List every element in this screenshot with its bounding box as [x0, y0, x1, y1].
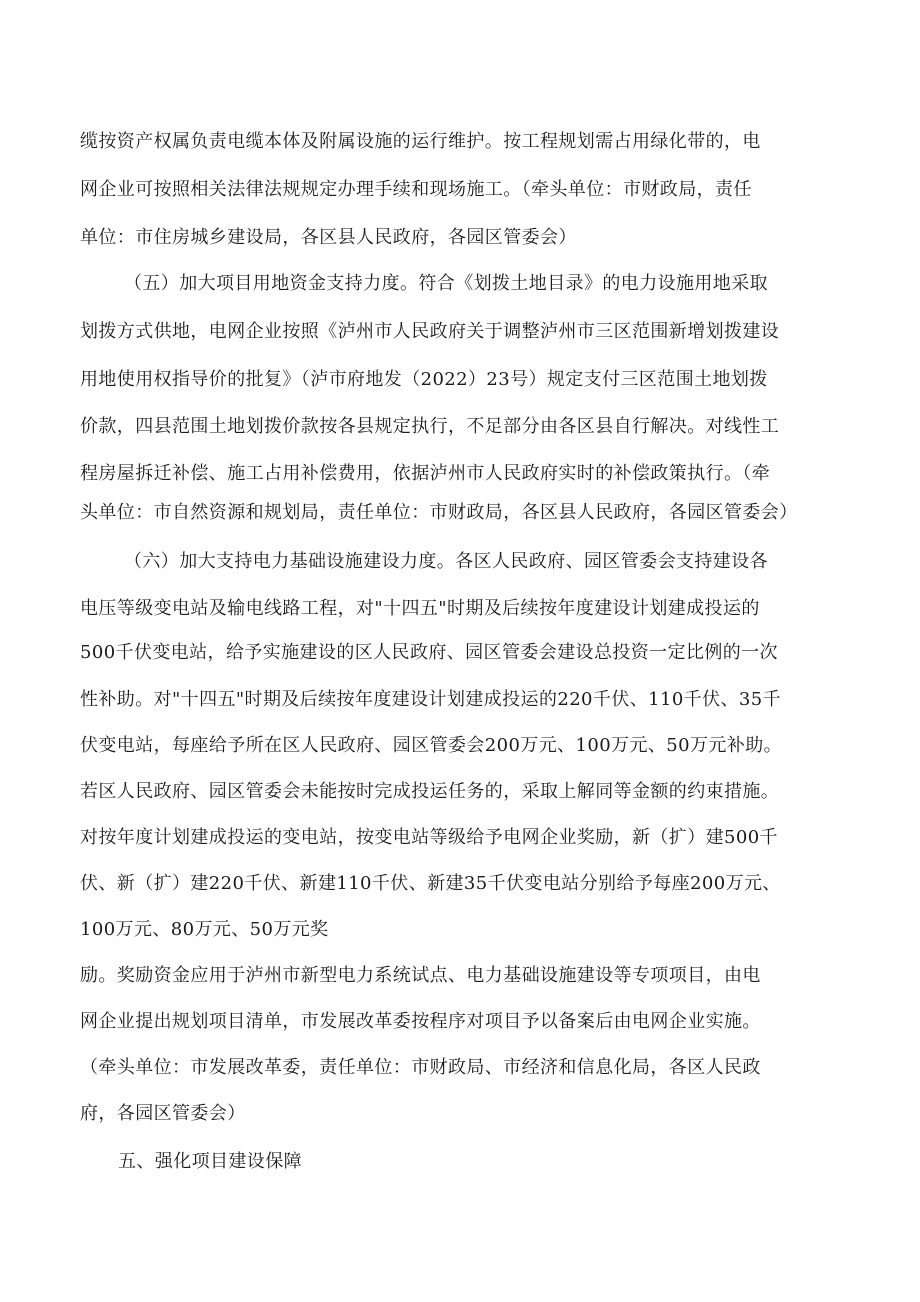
text-line: 程房屋拆迁补偿、施工占用补偿费用，依据泸州市人民政府实时的补偿政策执行。（牵: [80, 463, 771, 484]
text-line: 头单位：市自然资源和规划局，责任单位：市财政局，各区县人民政府，各园区管委会）: [80, 502, 798, 523]
text-line: 500千伏变电站，给予实施建设的区人民政府、园区管委会建设总投资一定比例的一次: [80, 642, 778, 663]
text-line: 划拨方式供地，电网企业按照《泸州市人民政府关于调整泸州市三区范围新增划拨建设: [80, 321, 780, 342]
text-line: 网企业可按照相关法律法规规定办理手续和现场施工。（牵头单位：市财政局，责任: [80, 179, 752, 200]
text-line: 电压等级变电站及输电线路工程，对"十四五"时期及后续按年度建设计划建成投运的: [80, 598, 760, 619]
text-line: 用地使用权指导价的批复》（泸市府地发（2022）23号）规定支付三区范围土地划拨: [80, 369, 768, 390]
text-line: 府，各园区管委会）: [80, 1103, 246, 1124]
text-line: 对按年度计划建成投运的变电站，按变电站等级给予电网企业奖励，新（扩）建500千: [80, 827, 778, 848]
text-line: 价款，四县范围土地划拨价款按各县规定执行，不足部分由各区县自行解决。对线性工: [80, 416, 780, 437]
text-line: （五）加大项目用地资金支持力度。符合《划拨土地目录》的电力设施用地采取: [124, 273, 768, 294]
text-line: 励。奖励资金应用于泸州市新型电力系统试点、电力基础设施建设等专项项目，由电: [80, 965, 761, 986]
text-line: 伏、新（扩）建220千伏、新建110千伏、新建35千伏变电站分别给予每座200万元、: [80, 873, 781, 894]
text-line: 网企业提出规划项目清单，市发展改革委按程序对项目予以备案后由电网企业实施。: [80, 1011, 761, 1032]
text-line: （牵头单位：市发展改革委，责任单位：市财政局、市经济和信息化局，各区人民政: [80, 1057, 761, 1078]
text-line: 性补助。对"十四五"时期及后续按年度建设计划建成投运的220千伏、110千伏、35千: [80, 689, 781, 710]
text-line: 缆按资产权属负责电缆本体及附属设施的运行维护。按工程规划需占用绿化带的，电: [80, 131, 761, 152]
text-line: 若区人民政府、园区管委会未能按时完成投运任务的，采取上解同等金额的约束措施。: [80, 781, 780, 802]
text-line: 伏变电站，每座给予所在区人民政府、园区管委会200万元、100万元、50万元补助。: [80, 735, 783, 756]
text-line: 100万元、80万元、50万元奖: [80, 919, 329, 940]
text-line: 单位：市住房城乡建设局，各区县人民政府，各园区管委会）: [80, 227, 577, 248]
text-line: （六）加大支持电力基础设施建设力度。各区人民政府、园区管委会支持建设各: [124, 551, 768, 572]
section-heading: 五、强化项目建设保障: [118, 1151, 302, 1172]
